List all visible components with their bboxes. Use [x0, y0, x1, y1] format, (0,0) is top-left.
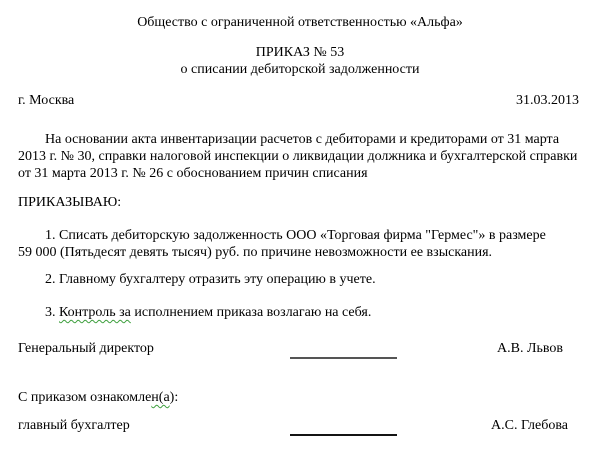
director-signature-row — [18, 340, 582, 360]
director-signature-line — [290, 357, 397, 359]
grammar-flagged-text: н(а — [151, 390, 170, 405]
grammar-flagged-text: Контроль за — [59, 305, 131, 320]
order-item-3 — [18, 304, 582, 321]
order-item-1: 1. Списать дебиторскую задолженность ООО «Торговая фирма "Гермес"» в размере 59 000 (Пятьдесят девять тысяч) руб. по причине невозможности ее взыскания. — [18, 228, 546, 260]
directive-word: ПРИКАЗЫВАЮ: — [18, 195, 122, 210]
order-item-3-prefix: 3. — [45, 305, 59, 320]
city-label: г. Москва — [18, 93, 75, 108]
director-title: Генеральный директор — [18, 341, 154, 356]
accountant-signature-row — [18, 417, 582, 437]
accountant-signature-line — [290, 434, 397, 436]
city-date-row — [18, 92, 582, 109]
acknowledgement-line — [18, 389, 582, 406]
acknowledgement-suffix: ): — [169, 390, 179, 405]
basis-paragraph: На основании акта инвентаризации расчетов с дебиторами и кредиторами от 31 марта 2013 г. № 30, справки налоговой инспекции о ликвидации должника и бухгалтерской справки от 31 марта 2013 г. № 26 с обоснованием причин списания — [18, 132, 578, 181]
order-number-line: ПРИКАЗ № 53 — [255, 45, 345, 60]
order-date: 31.03.2013 — [516, 93, 579, 108]
order-item-2: 2. Главному бухгалтеру отразить эту операцию в учете. — [45, 272, 376, 287]
accountant-title: главный бухгалтер — [18, 418, 130, 433]
order-subject-line: о списании дебиторской задолженности — [180, 62, 420, 77]
accountant-name: А.С. Глебова — [491, 418, 568, 433]
order-heading — [18, 44, 582, 78]
company-name: Общество с ограниченной ответственностью «Альфа» — [137, 15, 463, 30]
director-name: А.В. Львов — [497, 341, 563, 356]
acknowledgement-prefix: С приказом ознакомле — [18, 390, 152, 405]
order-item-3-suffix: исполнением приказа возлагаю на себя. — [130, 305, 372, 320]
